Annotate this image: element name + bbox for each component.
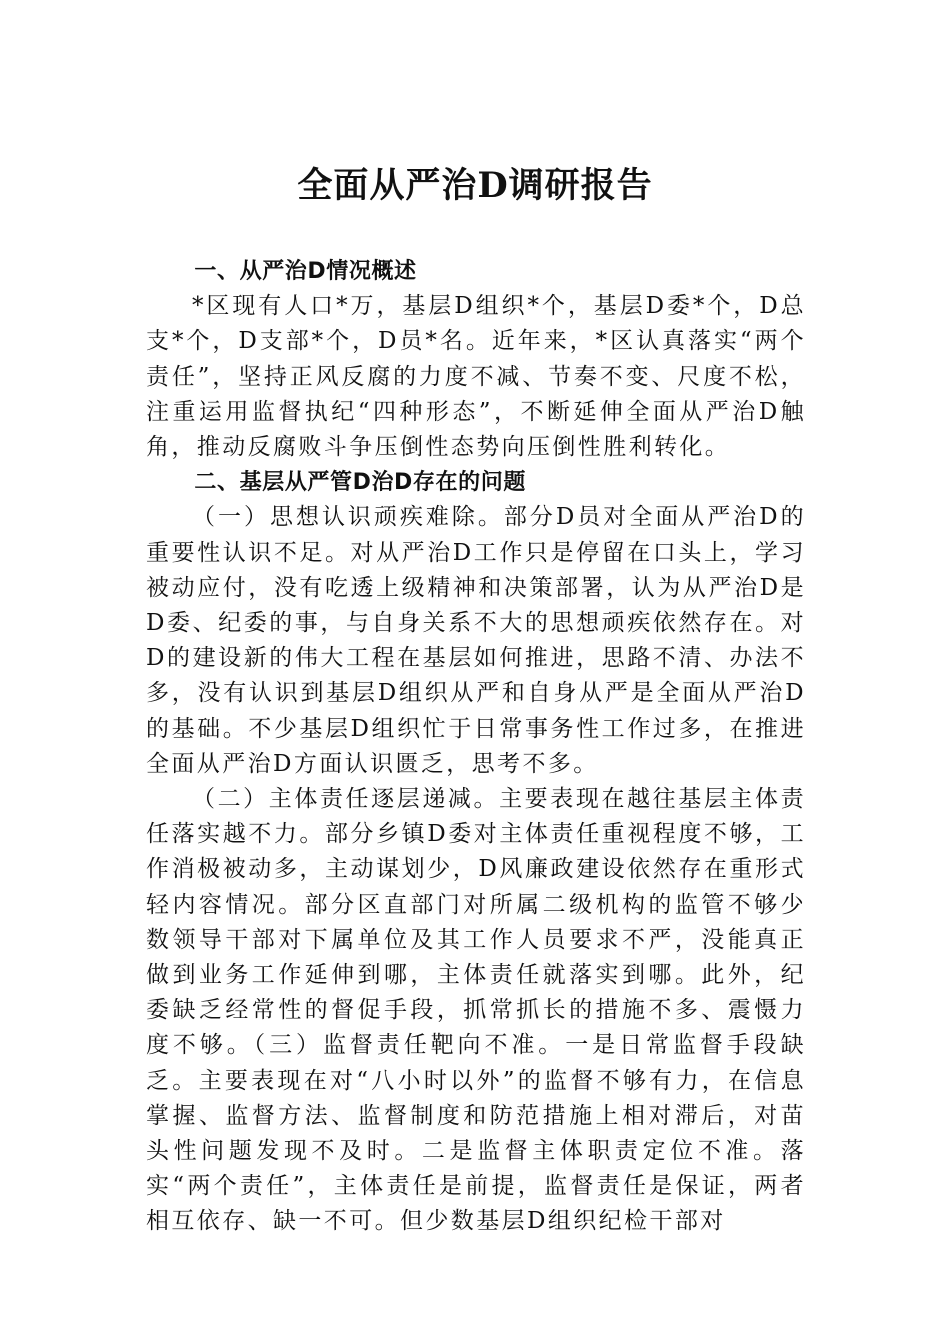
document-title: 全面从严治D调研报告 [297, 165, 653, 206]
section-heading-problems: 二、基层从严管D治D存在的问题 [194, 470, 526, 496]
document-body [146, 254, 806, 1240]
paragraph-ideological-awareness: （一）思想认识顽疾难除。部分D员对全面从严治D的重要性认识不足。对从严治D工作只是停留在口头上，学习被动应付，没有吃透上级精神和决策部署，认为从严治D是D委、纪委的事，与自身关系不大的思想顽疾依然存在。对D的建设新的伟大工程在基层如何推进，思路不清、办法不多，没有认识到基层D组织从严和自身从严是全面从严治D的基础。不少基层D组织忙于日常事务性工作过多，在推进全面从严治D方面认识匮乏，思考不多。 [146, 504, 806, 777]
section-heading-overview: 一、从严治D情况概述 [194, 259, 417, 284]
paragraph-main-responsibility: （二）主体责任逐层递减。主要表现在越往基层主体责任落实越不力。部分乡镇D委对主体责任重视程度不够，工作消极被动多，主动谋划少，D风廉政建设依然存在重形式轻内容情况。部分区直部门对所属二级机构的监管不够少数领导干部对下属单位及其工作人员要求不严，没能真正做到业务工作延伸到哪，主体责任就落实到哪。此外，纪委缺乏经常性的督促手段，抓常抓长的措施不多、震慑力度不够。（三）监督责任靶向不准。一是日常监督手段缺乏。主要表现在对“八小时以外”的监督不够有力，在信息掌握、监督方法、监督制度和防范措施上相对滞后，对苗头性问题发现不及时。二是监督主体职责定位不准。落实“两个责任”，主体责任是前提，监督责任是保证，两者相互依存、缺一不可。但少数基层D组织纪检干部对 [146, 786, 806, 1235]
paragraph-overview: *区现有人口*万，基层D组织*个，基层D委*个，D总支*个，D支部*个，D员*名。近年来，*区认真落实“两个责任”，坚持正风反腐的力度不减、节奏不变、尺度不松，注重运用监督执纪“四种形态”，不断延伸全面从严治D触角，推动反腐败斗争压倒性态势向压倒性胜利转化。 [146, 293, 806, 461]
